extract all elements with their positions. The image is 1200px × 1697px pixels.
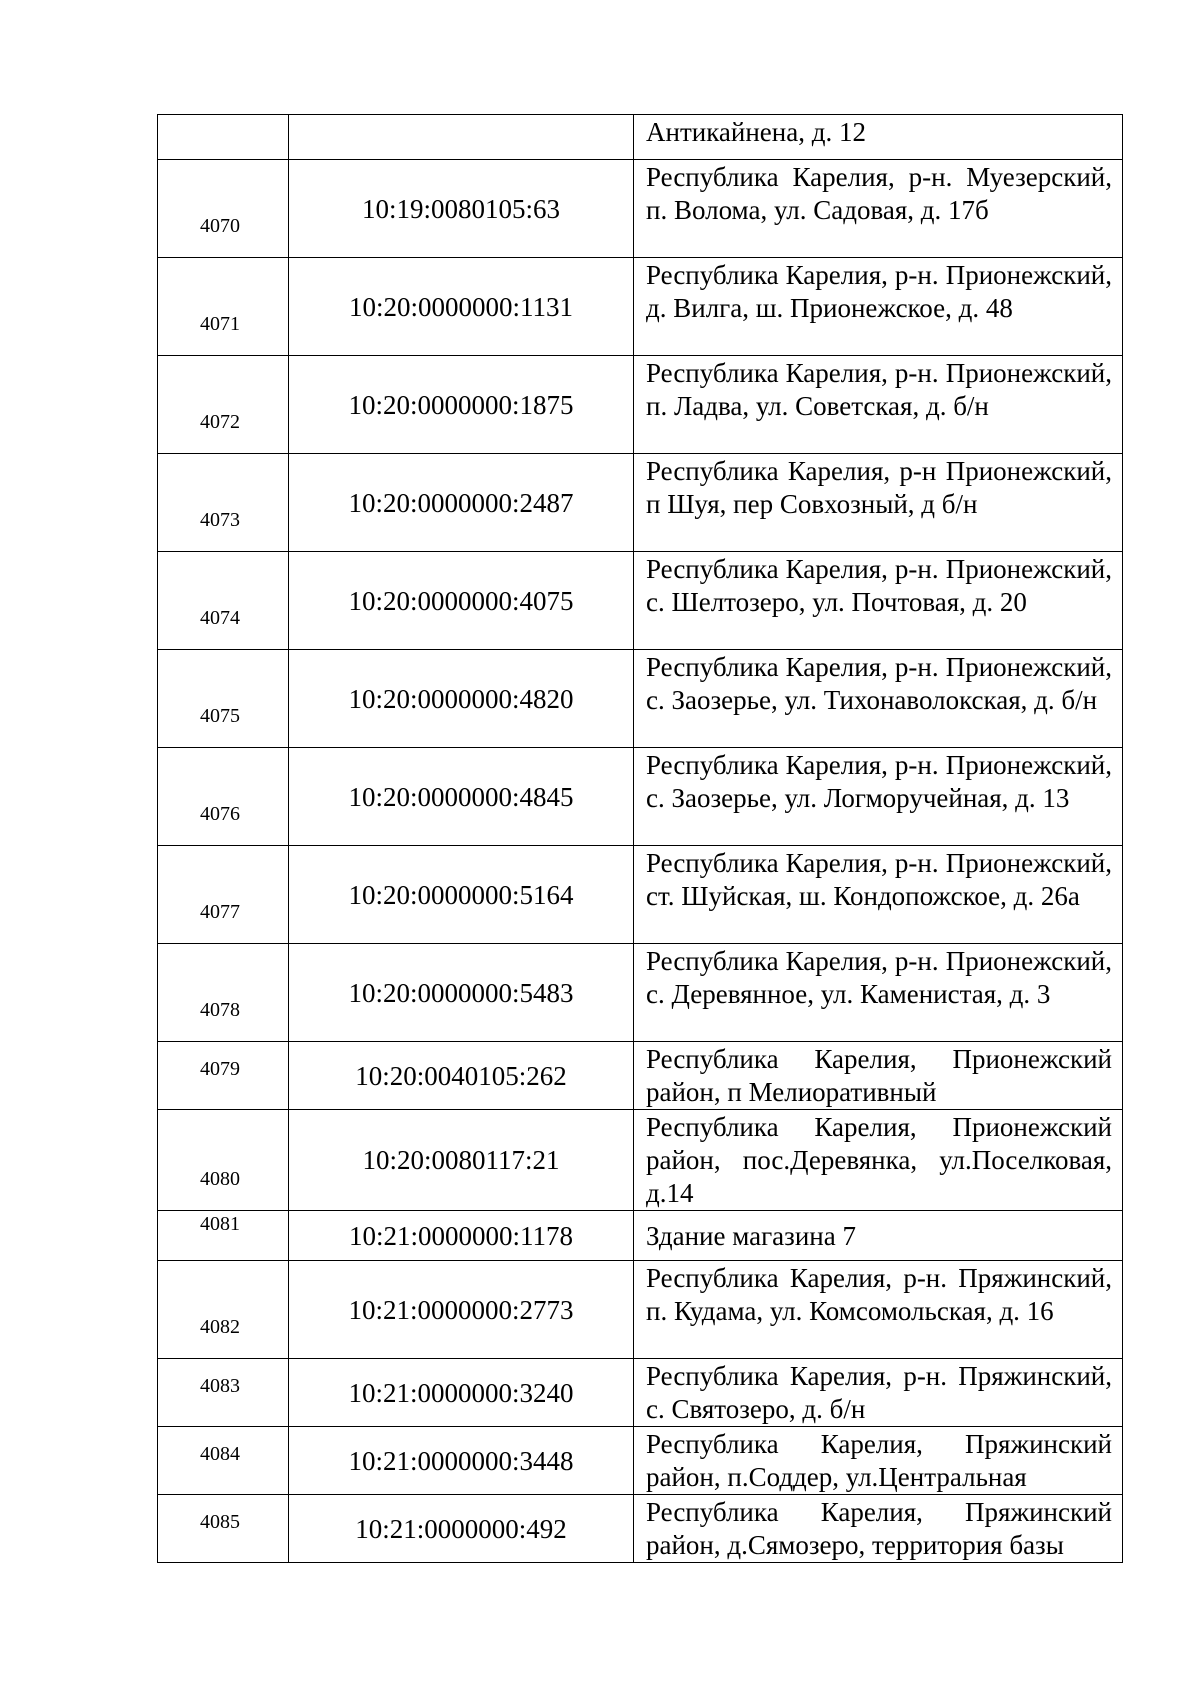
row-number: 4081 <box>200 1213 240 1235</box>
table-row <box>158 650 1123 748</box>
address-cell: Республика Карелия, р-н. Прионежский, с. Шелтозеро, ул. Почтовая, д. 20 <box>634 552 1123 650</box>
address-cell: Республика Карелия, р-н Прионежский, п Шуя, пер Совхозный, д б/н <box>634 454 1123 552</box>
table-row <box>158 1042 1123 1110</box>
row-number-cell <box>158 1495 289 1563</box>
row-number-cell <box>158 160 289 258</box>
cadastral-number-cell <box>289 115 634 160</box>
row-number-cell <box>158 258 289 356</box>
table-row <box>158 454 1123 552</box>
row-number: 4072 <box>200 411 240 433</box>
row-number: 4080 <box>200 1168 240 1190</box>
address-cell: Республика Карелия, Пряжинский район, д.Сямозеро, территория базы <box>634 1495 1123 1563</box>
cadastral-number-cell: 10:20:0000000:1875 <box>289 356 634 454</box>
table-row <box>158 846 1123 944</box>
row-number: 4079 <box>200 1058 240 1080</box>
cadastral-number-cell: 10:20:0000000:2487 <box>289 454 634 552</box>
address-cell: Республика Карелия, р-н. Прионежский, с. Заозерье, ул. Логморучейная, д. 13 <box>634 748 1123 846</box>
cadastral-number-cell: 10:20:0000000:4845 <box>289 748 634 846</box>
table-row <box>158 1495 1123 1563</box>
address-cell: Республика Карелия, р-н. Прионежский, с. Деревянное, ул. Каменистая, д. 3 <box>634 944 1123 1042</box>
row-number-cell <box>158 748 289 846</box>
address-cell: Республика Карелия, р-н. Прионежский, п. Ладва, ул. Советская, д. б/н <box>634 356 1123 454</box>
row-number: 4084 <box>200 1443 240 1465</box>
address-cell: Республика Карелия, р-н. Пряжинский, п. Кудама, ул. Комсомольская, д. 16 <box>634 1261 1123 1359</box>
cadastral-number-cell: 10:20:0000000:4820 <box>289 650 634 748</box>
row-number: 4085 <box>200 1511 240 1533</box>
address-cell: Республика Карелия, Пряжинский район, п.Соддер, ул.Центральная <box>634 1427 1123 1495</box>
cadastral-number-cell: 10:20:0000000:5483 <box>289 944 634 1042</box>
row-number-cell <box>158 944 289 1042</box>
table-row <box>158 258 1123 356</box>
row-number-cell <box>158 1211 289 1261</box>
table-row <box>158 160 1123 258</box>
cadastral-number-cell: 10:20:0080117:21 <box>289 1110 634 1211</box>
registry-table <box>157 114 1123 1563</box>
row-number: 4083 <box>200 1375 240 1397</box>
address-cell: Здание магазина 7 <box>634 1211 1123 1261</box>
row-number-cell <box>158 1359 289 1427</box>
address-cell: Республика Карелия, р-н. Прионежский, д. Вилга, ш. Прионежское, д. 48 <box>634 258 1123 356</box>
table-row <box>158 1261 1123 1359</box>
table-row <box>158 1359 1123 1427</box>
address-cell: Республика Карелия, р-н. Пряжинский, с. Святозеро, д. б/н <box>634 1359 1123 1427</box>
row-number: 4082 <box>200 1316 240 1338</box>
cadastral-number-cell: 10:20:0000000:1131 <box>289 258 634 356</box>
table-row <box>158 748 1123 846</box>
table-row <box>158 552 1123 650</box>
table-row <box>158 1211 1123 1261</box>
row-number-cell <box>158 454 289 552</box>
row-number: 4076 <box>200 803 240 825</box>
row-number: 4075 <box>200 705 240 727</box>
row-number-cell <box>158 1110 289 1211</box>
address-cell: Республика Карелия, Прионежский район, пос.Деревянка, ул.Поселковая, д.14 <box>634 1110 1123 1211</box>
table-row <box>158 1110 1123 1211</box>
cadastral-number-cell: 10:21:0000000:3448 <box>289 1427 634 1495</box>
address-cell: Антикайнена, д. 12 <box>634 115 1123 160</box>
table-row <box>158 115 1123 160</box>
row-number-cell <box>158 1042 289 1110</box>
cadastral-number-cell: 10:21:0000000:1178 <box>289 1211 634 1261</box>
row-number-cell <box>158 1261 289 1359</box>
row-number-cell <box>158 115 289 160</box>
row-number: 4077 <box>200 901 240 923</box>
row-number-cell <box>158 552 289 650</box>
row-number-cell <box>158 356 289 454</box>
table-row <box>158 944 1123 1042</box>
row-number: 4070 <box>200 215 240 237</box>
table-row <box>158 356 1123 454</box>
row-number: 4071 <box>200 313 240 335</box>
cadastral-number-cell: 10:20:0000000:4075 <box>289 552 634 650</box>
row-number-cell <box>158 650 289 748</box>
row-number: 4073 <box>200 509 240 531</box>
cadastral-number-cell: 10:19:0080105:63 <box>289 160 634 258</box>
cadastral-number-cell: 10:21:0000000:492 <box>289 1495 634 1563</box>
cadastral-number-cell: 10:21:0000000:3240 <box>289 1359 634 1427</box>
row-number-cell <box>158 1427 289 1495</box>
address-cell: Республика Карелия, р-н. Прионежский, с. Заозерье, ул. Тихонаволокская, д. б/н <box>634 650 1123 748</box>
row-number: 4074 <box>200 607 240 629</box>
cadastral-number-cell: 10:21:0000000:2773 <box>289 1261 634 1359</box>
address-cell: Республика Карелия, р-н. Прионежский, ст. Шуйская, ш. Кондопожское, д. 26а <box>634 846 1123 944</box>
table-row <box>158 1427 1123 1495</box>
cadastral-number-cell: 10:20:0000000:5164 <box>289 846 634 944</box>
address-cell: Республика Карелия, р-н. Муезерский, п. Волома, ул. Садовая, д. 17б <box>634 160 1123 258</box>
row-number: 4078 <box>200 999 240 1021</box>
address-cell: Республика Карелия, Прионежский район, п Мелиоративный <box>634 1042 1123 1110</box>
row-number-cell <box>158 846 289 944</box>
cadastral-number-cell: 10:20:0040105:262 <box>289 1042 634 1110</box>
